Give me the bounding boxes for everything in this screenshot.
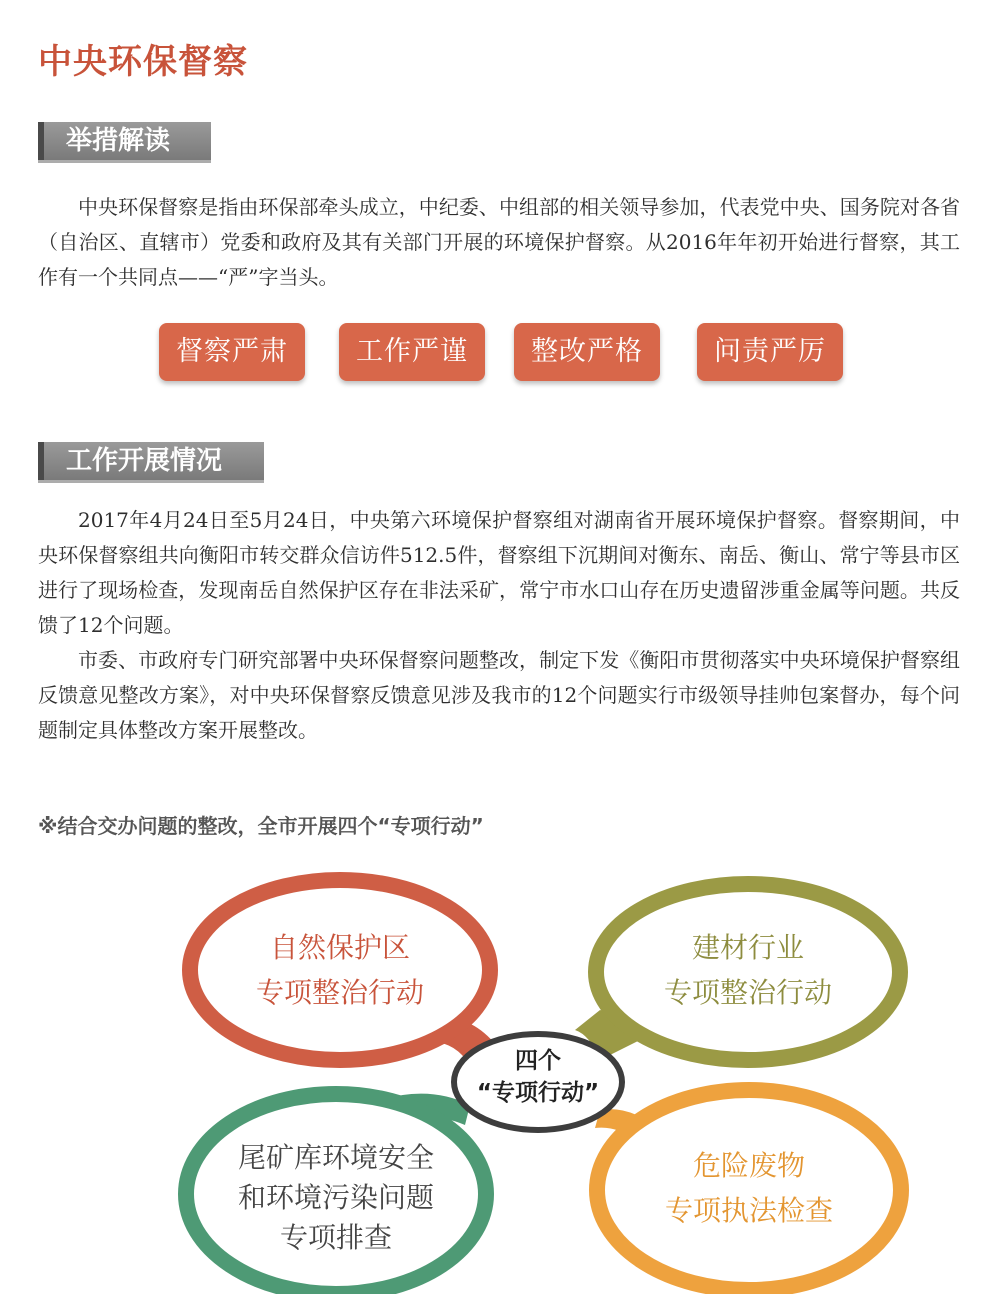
bubble-text-hazardous-waste [619, 1143, 879, 1233]
tag-rectify-strict: 整改严格 [514, 323, 660, 381]
bubble-line: 危险废物 [692, 1149, 805, 1182]
bubble-line: 建材行业 [691, 931, 804, 964]
principle-tags [0, 323, 1000, 383]
section-heading-progress: 工作开展情况 [38, 442, 264, 480]
center-line: “专项行动” [476, 1080, 600, 1106]
progress-paragraph-2: 市委、市政府专门研究部署中央环保督察问题整改，制定下发《衡阳市贯彻落实中央环境保护督察组反馈意见整改方案》，对中央环保督察反馈意见涉及我市的12个问题实行市级领导挂帅包案督办，每个问题制定具体整改方案开展整改。 [38, 648, 960, 742]
tag-supervision-serious: 督察严肃 [159, 323, 305, 381]
center-label [453, 1045, 623, 1109]
bubble-line: 专项整治行动 [663, 976, 832, 1009]
tag-work-rigorous: 工作严谨 [339, 323, 485, 381]
special-actions-diagram [0, 860, 1000, 1294]
center-line: 四个 [515, 1048, 561, 1074]
bubble-text-building-materials [618, 925, 878, 1015]
bubble-line: 专项整治行动 [255, 976, 424, 1009]
bubble-line: 尾矿库环境安全 [237, 1141, 434, 1174]
page-title: 中央环保督察 [38, 42, 248, 82]
progress-paragraph-1: 2017年4月24日至5月24日，中央第六环境保护督察组对湖南省开展环境保护督察。督察期间，中央环保督察组共向衡阳市转交群众信访件512.5件，督察组下沉期间对衡东、南岳、衡山、常宁等县市区进行了现场检查，发现南岳自然保护区存在非法采矿，常宁市水口山存在历史遗留涉重金属等问题。共反馈了12个问题。 [38, 508, 960, 637]
bubble-line: 专项排查 [279, 1221, 392, 1254]
section-heading-measures: 举措解读 [38, 122, 211, 160]
bubble-text-tailings [206, 1138, 466, 1258]
special-actions-note: ※结合交办问题的整改，全市开展四个“专项行动” [38, 814, 484, 838]
measures-paragraph: 中央环保督察是指由环保部牵头成立，中纪委、中组部的相关领导参加，代表党中央、国务院对各省（自治区、直辖市）党委和政府及其有关部门开展的环境保护督察。从2016年年初开始进行督察，其工作有一个共同点——“严”字当头。 [38, 195, 960, 289]
bubble-line: 和环境污染问题 [237, 1181, 434, 1214]
tag-accountability-severe: 问责严厉 [697, 323, 843, 381]
bubble-text-nature-reserve [210, 925, 470, 1015]
bubble-line: 自然保护区 [269, 931, 410, 964]
bubble-line: 专项执法检查 [664, 1194, 833, 1227]
